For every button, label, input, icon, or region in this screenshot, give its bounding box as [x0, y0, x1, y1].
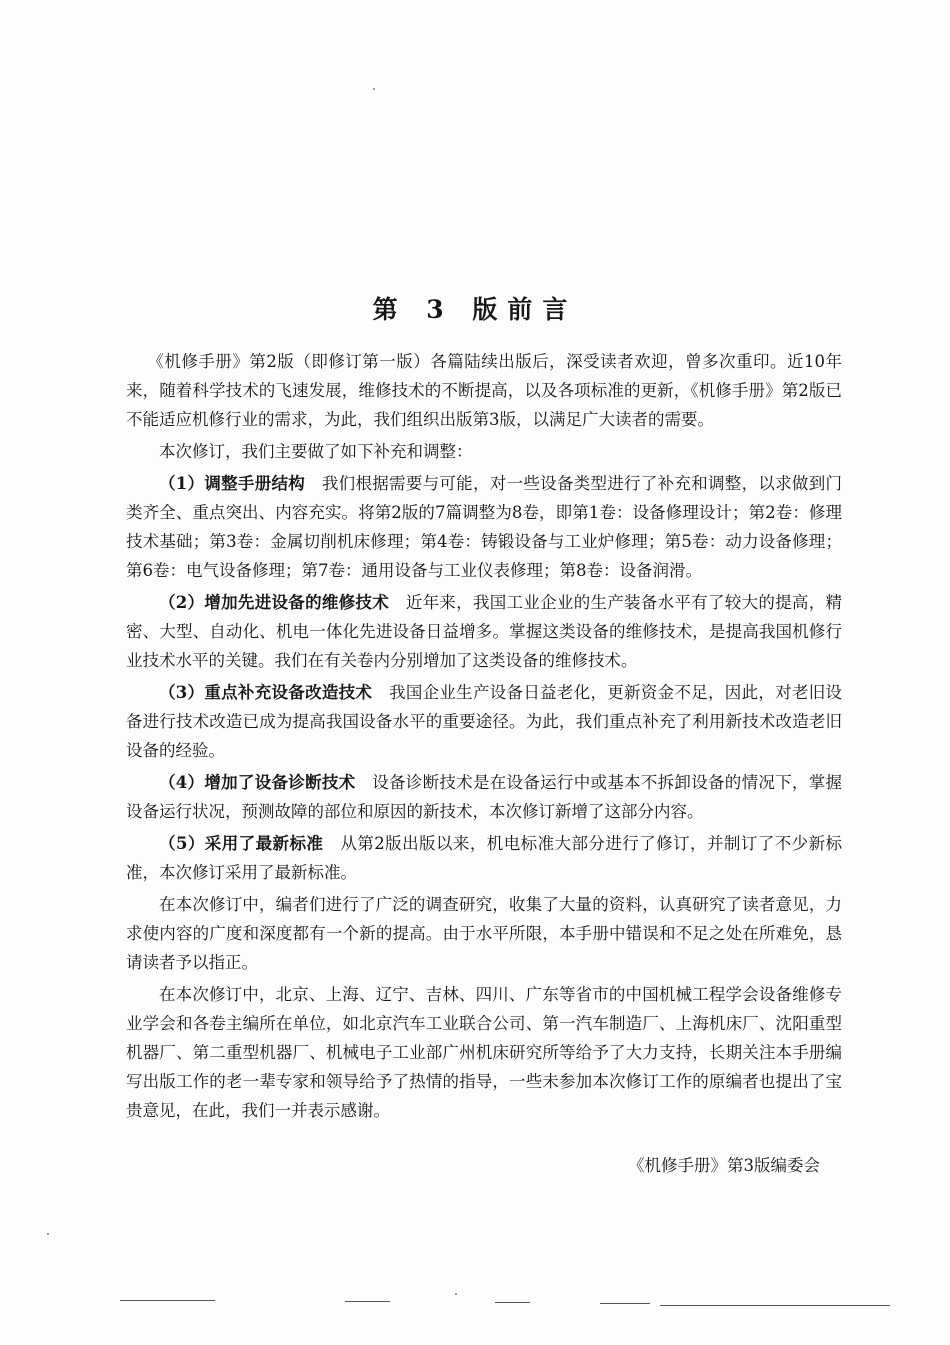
- scan-line-artifact: [345, 1301, 390, 1302]
- paragraph-acknowledgements: 在本次修订中，北京、上海、辽宁、吉林、四川、广东等省市的中国机械工程学会设备维修专业学会和各卷主编所在单位，如北京汽车工业联合公司、第一汽车制造厂、上海机床厂、沈阳重型机器厂、第二重型机器厂、机械电子工业部广州机床研究所等给予了大力支持，长期关注本手册编写出版工作的老一辈专家和领导给予了热情的指导，一些未参加本次修订工作的原编者也提出了宝贵意见，在此，我们一并表示感谢。: [126, 985, 842, 1120]
- paragraph-revision-summary: 本次修订，我们主要做了如下补充和调整：: [159, 442, 473, 461]
- revision-item-1-heading: （1）调整手册结构: [159, 474, 306, 493]
- revision-item-5-heading: （5）采用了最新标准: [159, 834, 324, 853]
- paragraph-research: 在本次修订中，编者们进行了广泛的调查研究，收集了大量的资料，认真研究了读者意见，力求使内容的广度和深度都有一个新的提高。由于水平所限，本手册中错误和不足之处在所难免，恳请读者予以指正。: [126, 895, 842, 972]
- revision-item-5-text: 从第2版出版以来，机电标准大部分进行了修订，并制订了不少新标准，本次修订采用了最新标准。: [126, 834, 843, 882]
- revision-item-4-heading: （4）增加了设备诊断技术: [159, 773, 356, 792]
- scan-line-artifact: [660, 1305, 890, 1306]
- revision-item-3: [126, 678, 842, 765]
- scan-speck: [455, 1293, 457, 1295]
- scan-line-artifact: [495, 1302, 530, 1303]
- revision-item-1: [126, 469, 842, 585]
- revision-item-5: [126, 829, 842, 887]
- scan-speck: [373, 88, 375, 90]
- scan-line-artifact: [600, 1303, 650, 1304]
- revision-item-4: [126, 768, 842, 826]
- page-title: 第 3 版前言: [372, 295, 578, 324]
- preface-body: [126, 347, 842, 1128]
- scan-speck: [47, 1233, 49, 1235]
- revision-item-2-text: 近年来，我国工业企业的生产装备水平有了较大的提高，精密、大型、自动化、机电一体化先进设备日益增多。掌握这类设备的维修技术，是提高我国机修行业技术水平的关键。我们在有关卷内分别增加了这类设备的维修技术。: [126, 593, 843, 670]
- revision-item-4-text: 设备诊断技术是在设备运行中或基本不拆卸设备的情况下，掌握设备运行状况，预测故障的部位和原因的新技术，本次修订新增了这部分内容。: [126, 773, 843, 821]
- revision-item-3-text: 我国企业生产设备日益老化，更新资金不足，因此，对老旧设备进行技术改造已成为提高我国设备水平的重要途径。为此，我们重点补充了利用新技术改造老旧设备的经验。: [126, 683, 843, 760]
- paragraph-intro: 《机修手册》第2版（即修订第一版）各篇陆续出版后，深受读者欢迎，曾多次重印。近10年来，随着科学技术的飞速发展，维修技术的不断提高，以及各项标准的更新，《机修手册》第2版已不能适应机修行业的需求，为此，我们组织出版第3版，以满足广大读者的需要。: [126, 352, 842, 429]
- revision-item-1-text: 我们根据需要与可能，对一些设备类型进行了补充和调整，以求做到门类齐全、重点突出、内容充实。将第2版的7篇调整为8卷，即第1卷：设备修理设计；第2卷：修理技术基础；第3卷：金属切削机床修理；第4卷：铸锻设备与工业炉修理；第5卷：动力设备修理；第6卷：电气设备修理；第7卷：通用设备与工业仪表修理；第8卷：设备润滑。: [126, 474, 843, 580]
- scan-line-artifact: [120, 1300, 215, 1301]
- revision-item-2-heading: （2）增加先进设备的维修技术: [159, 593, 390, 612]
- revision-item-3-heading: （3）重点补充设备改造技术: [159, 683, 373, 702]
- revision-item-2: [126, 588, 842, 675]
- editorial-committee-signature: 《机修手册》第3版编委会: [628, 1156, 820, 1175]
